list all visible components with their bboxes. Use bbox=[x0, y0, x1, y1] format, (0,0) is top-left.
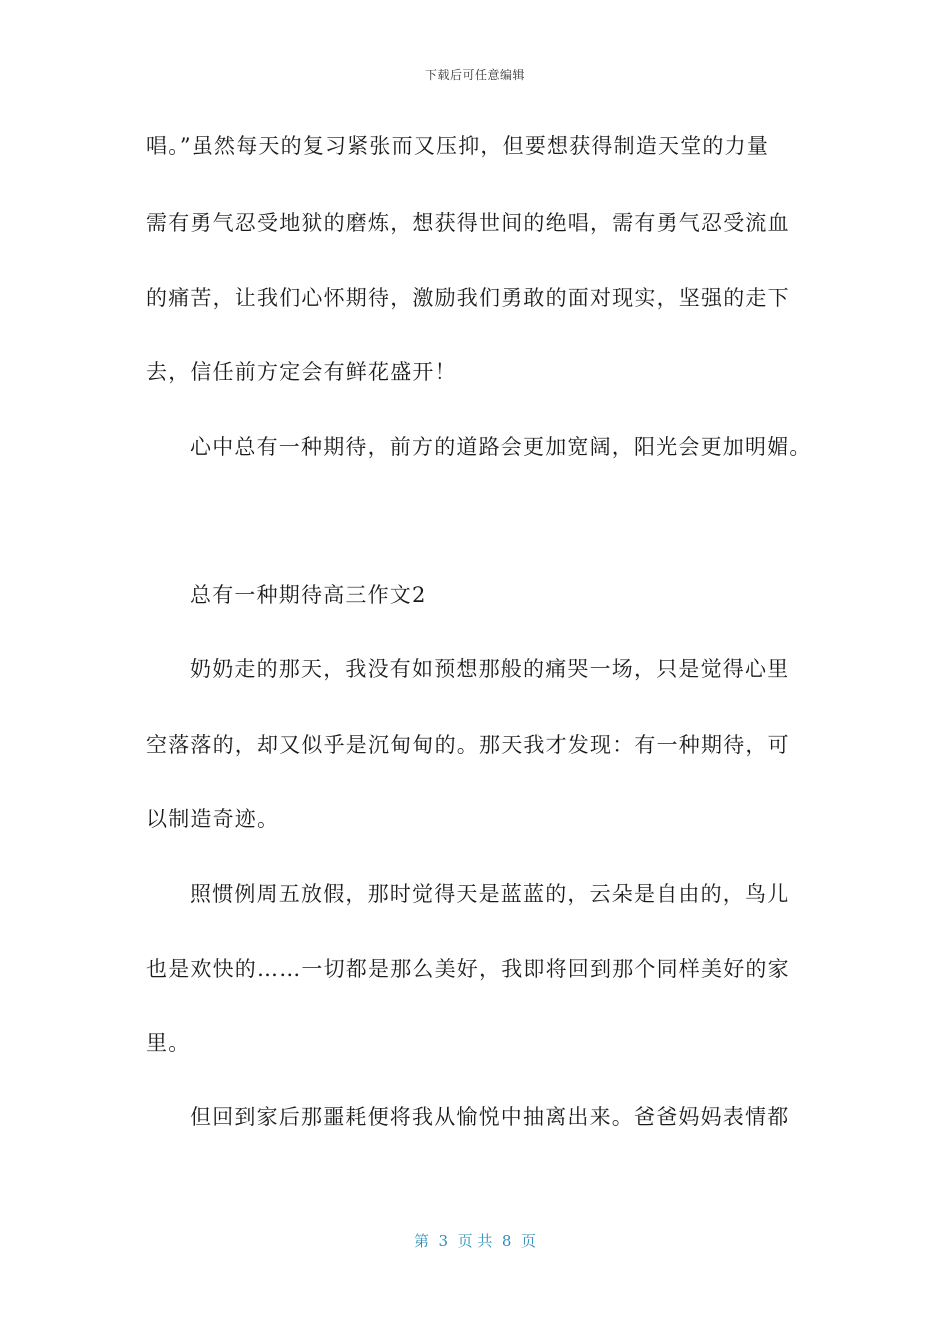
paragraph-line: 需有勇气忍受地狱的磨炼，想获得世间的绝唱，需有勇气忍受流血 bbox=[146, 211, 790, 235]
paragraph-line: 心中总有一种期待，前方的道路会更加宽阔，阳光会更加明媚。 bbox=[190, 435, 812, 459]
paragraph-line: 的痛苦，让我们心怀期待，激励我们勇敢的面对现实，坚强的走下 bbox=[146, 286, 790, 310]
page-header: 下载后可任意编辑 bbox=[424, 68, 525, 82]
paragraph-line: 唱。”虽然每天的复习紧张而又压抑，但要想获得制造天堂的力量 bbox=[146, 134, 770, 158]
paragraph-line: 去，信任前方定会有鲜花盛开！ bbox=[146, 360, 457, 384]
paragraph-line: 但回到家后那噩耗便将我从愉悦中抽离出来。爸爸妈妈表情都 bbox=[190, 1105, 790, 1129]
paragraph-line: 照惯例周五放假，那时觉得天是蓝蓝的，云朵是自由的，鸟儿 bbox=[190, 882, 790, 906]
paragraph-line: 以制造奇迹。 bbox=[146, 807, 280, 831]
paragraph-line: 里。 bbox=[146, 1031, 191, 1055]
page-number-footer: 第 3 页 共 8 页 bbox=[414, 1232, 536, 1250]
paragraph-line: 也是欢快的……一切都是那么美好，我即将回到那个同样美好的家 bbox=[146, 957, 790, 981]
paragraph-line: 奶奶走的那天，我没有如预想那般的痛哭一场，只是觉得心里 bbox=[190, 657, 790, 681]
section-title: 总有一种期待高三作文2 bbox=[190, 583, 427, 607]
paragraph-line: 空落落的，却又似乎是沉甸甸的。那天我才发现：有一种期待，可 bbox=[146, 733, 790, 757]
